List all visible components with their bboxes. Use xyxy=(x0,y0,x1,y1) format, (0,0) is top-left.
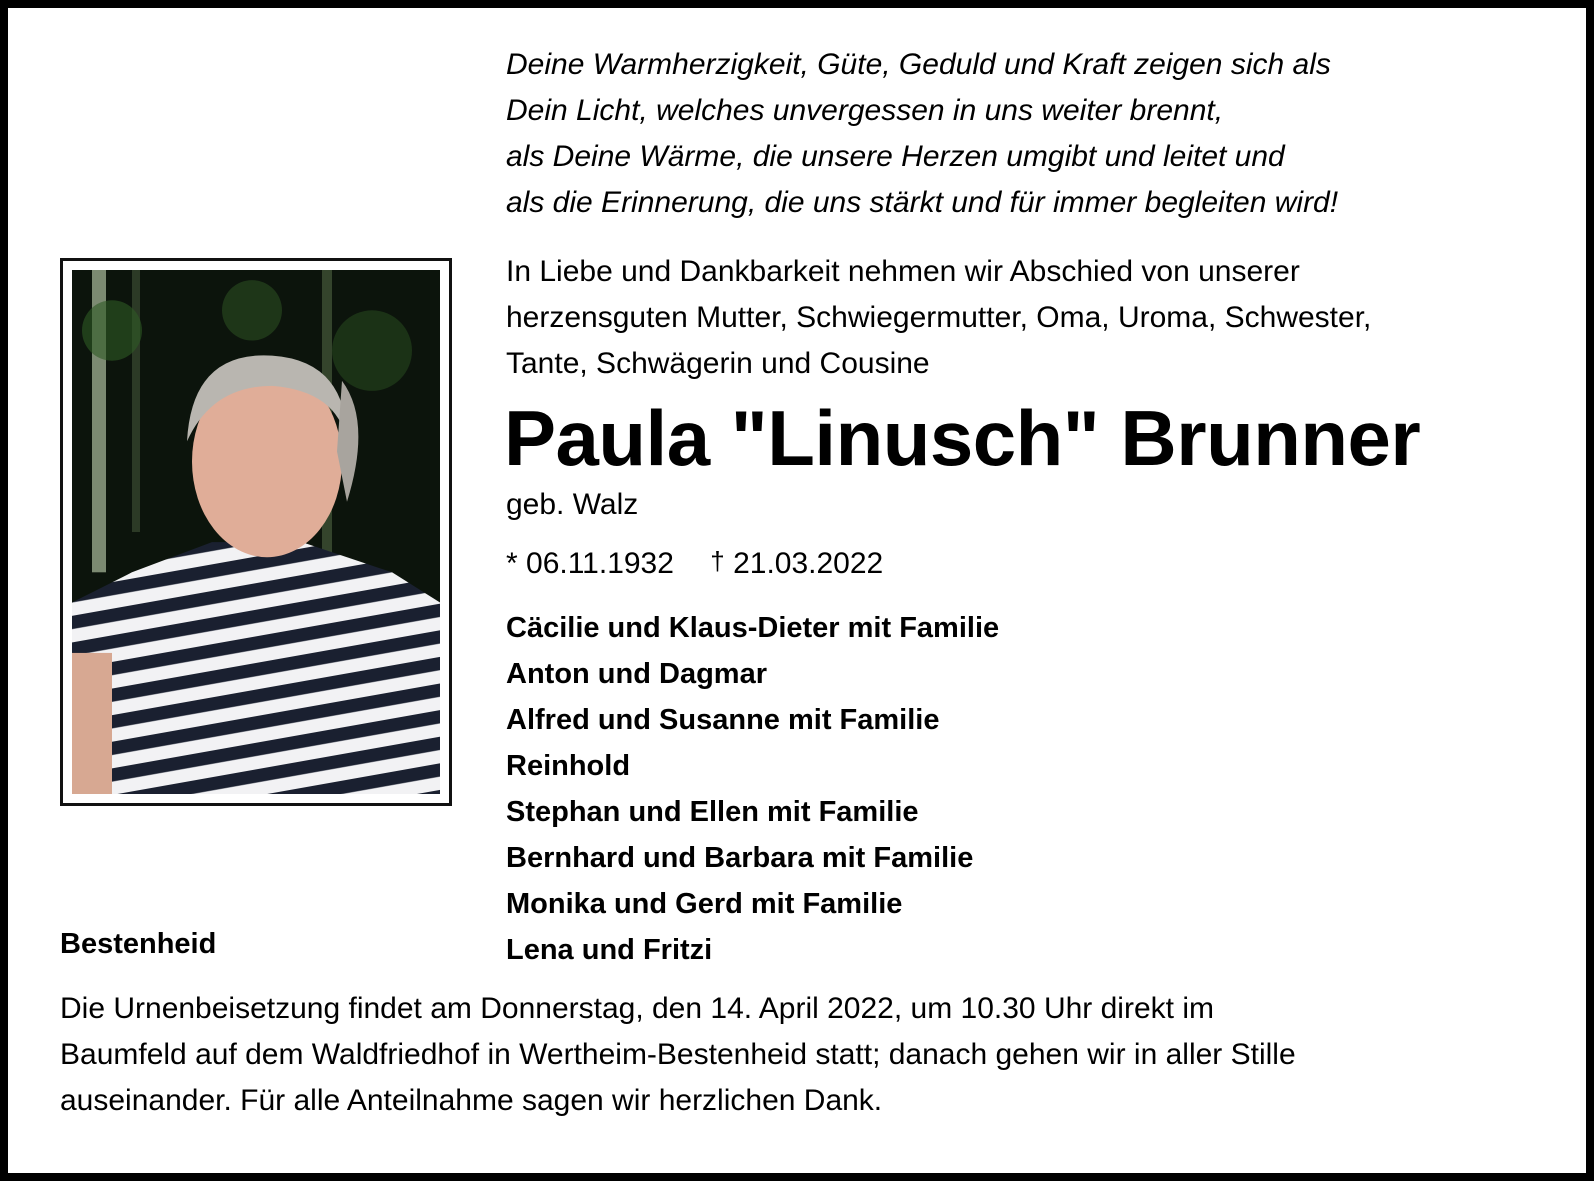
quote-line: Deine Warmherzigkeit, Güte, Geduld und Kraft zeigen sich als xyxy=(506,48,1331,81)
burial-line: Baumfeld auf dem Waldfriedhof in Wertheim-Bestenheid statt; danach gehen wir in aller Stille xyxy=(60,1038,1296,1071)
quote-line: Dein Licht, welches unvergessen in uns weiter brennt, xyxy=(506,94,1224,127)
mourner-item: Stephan und Ellen mit Familie xyxy=(506,796,919,828)
intro-line: In Liebe und Dankbarkeit nehmen wir Abschied von unserer xyxy=(506,255,1300,288)
mourner-item: Cäcilie und Klaus-Dieter mit Familie xyxy=(506,612,1000,644)
memorial-quote xyxy=(506,42,1338,226)
place-name: Bestenheid xyxy=(60,928,217,960)
cross-icon: † xyxy=(710,546,725,576)
burial-notice xyxy=(60,986,1296,1124)
mourner-item: Anton und Dagmar xyxy=(506,658,767,690)
mourner-item: Bernhard und Barbara mit Familie xyxy=(506,842,974,874)
quote-line: als die Erinnerung, die uns stärkt und für immer begleiten wird! xyxy=(506,186,1339,219)
burial-line: Die Urnenbeisetzung findet am Donnerstag, den 14. April 2022, um 10.30 Uhr direkt im xyxy=(60,992,1214,1025)
intro-line: Tante, Schwägerin und Cousine xyxy=(506,347,930,380)
mourner-item: Reinhold xyxy=(506,750,631,782)
portrait-image xyxy=(72,270,440,794)
life-dates xyxy=(506,546,883,581)
intro-text xyxy=(506,249,1371,387)
mourners-list xyxy=(506,605,999,973)
birth-date: * 06.11.1932 xyxy=(506,547,674,580)
born-name: geb. Walz xyxy=(506,488,639,521)
death-date: 21.03.2022 xyxy=(733,547,884,580)
deceased-name: Paula "Linusch" Brunner xyxy=(504,394,1421,482)
mourner-item: Lena und Fritzi xyxy=(506,934,713,966)
intro-line: herzensguten Mutter, Schwiegermutter, Oma, Uroma, Schwester, xyxy=(506,301,1372,334)
mourner-item: Alfred und Susanne mit Familie xyxy=(506,704,940,736)
burial-line: auseinander. Für alle Anteilnahme sagen wir herzlichen Dank. xyxy=(60,1084,883,1117)
quote-line: als Deine Wärme, die unsere Herzen umgibt und leitet und xyxy=(506,140,1285,173)
mourner-item: Monika und Gerd mit Familie xyxy=(506,888,903,920)
portrait-photo xyxy=(60,258,452,806)
